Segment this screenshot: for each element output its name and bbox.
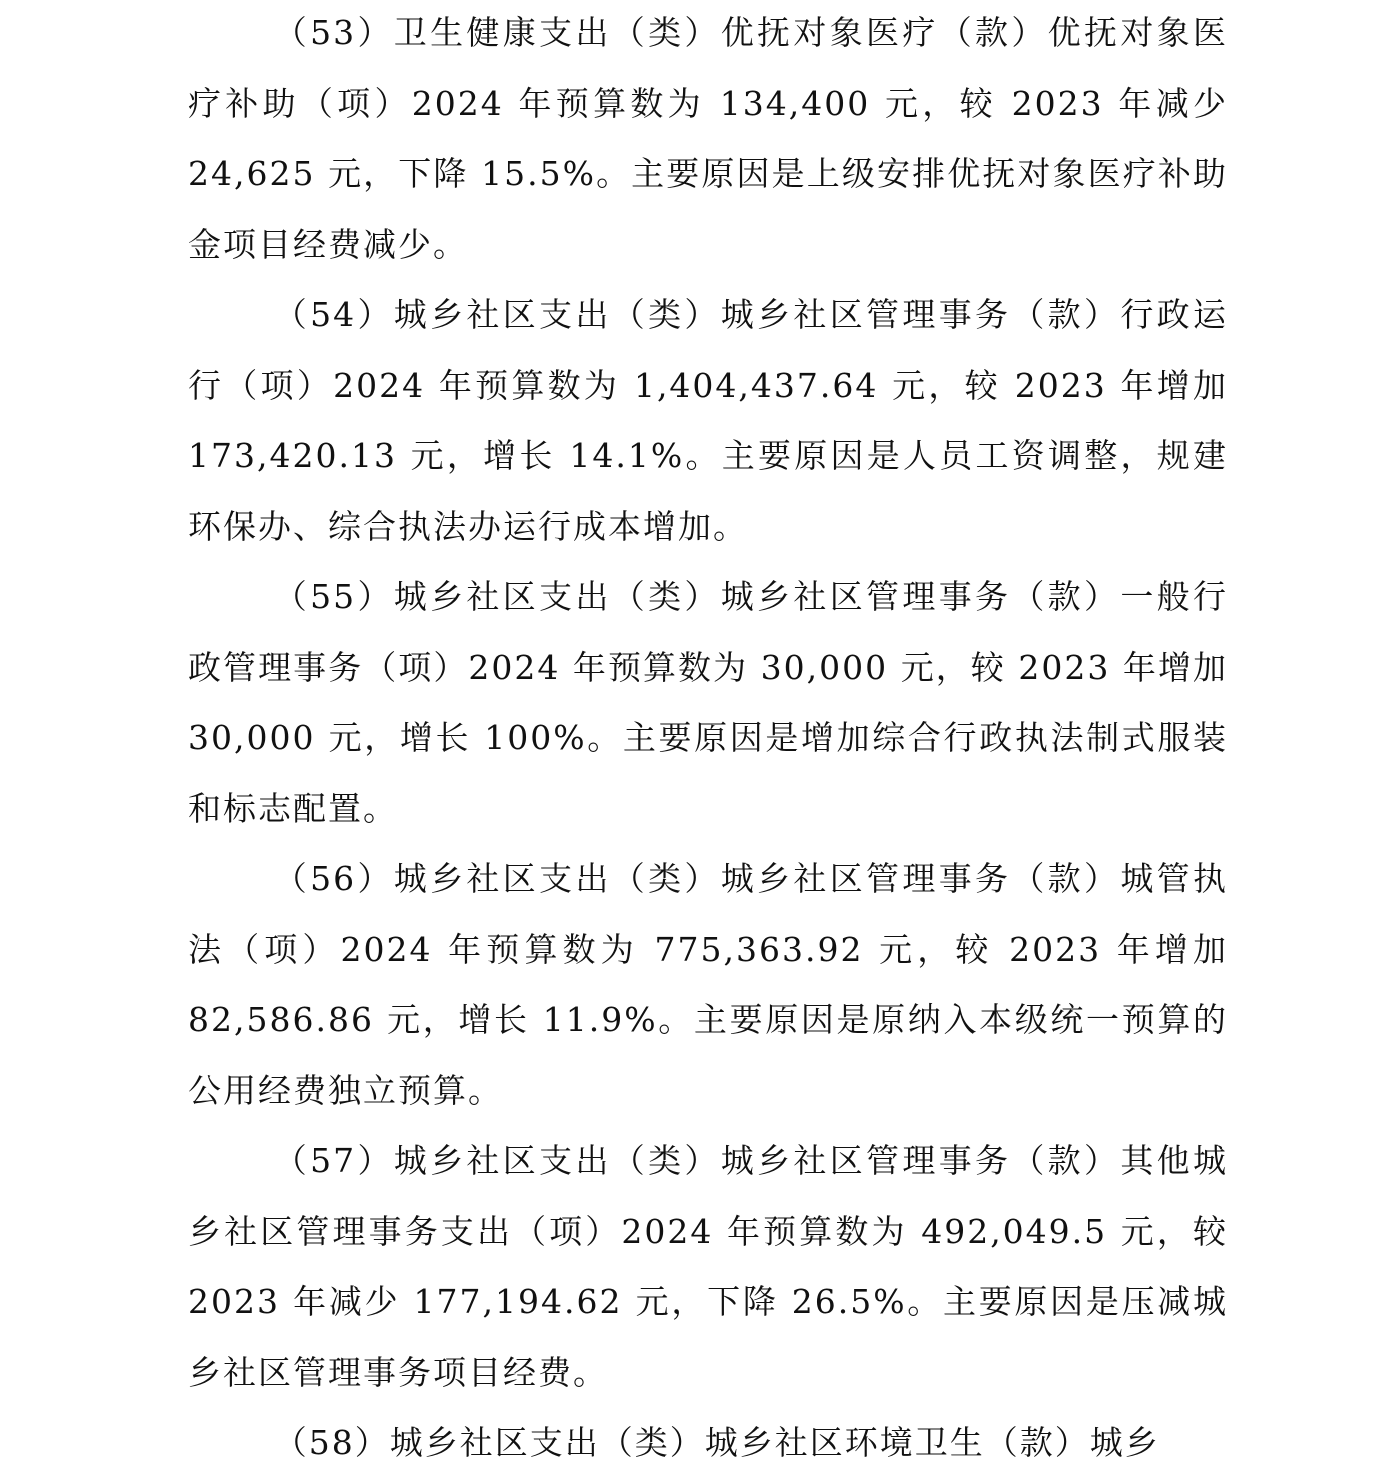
paragraph-55: （55）城乡社区支出（类）城乡社区管理事务（款）一般行政管理事务（项）2024 年预算数为 30,000 元，较 2023 年增加 30,000 元，增长 100%。主要原因是增加综合行政执法制式服装和标志配置。 — [188, 577, 1228, 828]
paragraph-58: （58）城乡社区支出（类）城乡社区环境卫生（款）城乡 — [273, 1423, 1160, 1462]
paragraph-56: （56）城乡社区支出（类）城乡社区管理事务（款）城管执法（项）2024 年预算数为 775,363.92 元，较 2023 年增加 82,586.86 元，增长 11.9%。主要原因是原纳入本级统一预算的公用经费独立预算。 — [188, 859, 1228, 1110]
paragraph-54: （54）城乡社区支出（类）城乡社区管理事务（款）行政运行（项）2024 年预算数为 1,404,437.64 元，较 2023 年增加 173,420.13 元，增长 14.1%。主要原因是人员工资调整，规建环保办、综合执法办运行成本增加。 — [188, 295, 1228, 546]
paragraph-57: （57）城乡社区支出（类）城乡社区管理事务（款）其他城乡社区管理事务支出（项）2024 年预算数为 492,049.5 元，较 2023 年减少 177,194.62 元，下降 26.5%。主要原因是压减城乡社区管理事务项目经费。 — [188, 1141, 1228, 1392]
document-page — [188, 0, 1228, 1473]
paragraph-53: （53）卫生健康支出（类）优抚对象医疗（款）优抚对象医疗补助（项）2024 年预算数为 134,400 元，较 2023 年减少 24,625 元，下降 15.5%。主要原因是上级安排优抚对象医疗补助金项目经费减少。 — [188, 13, 1228, 264]
